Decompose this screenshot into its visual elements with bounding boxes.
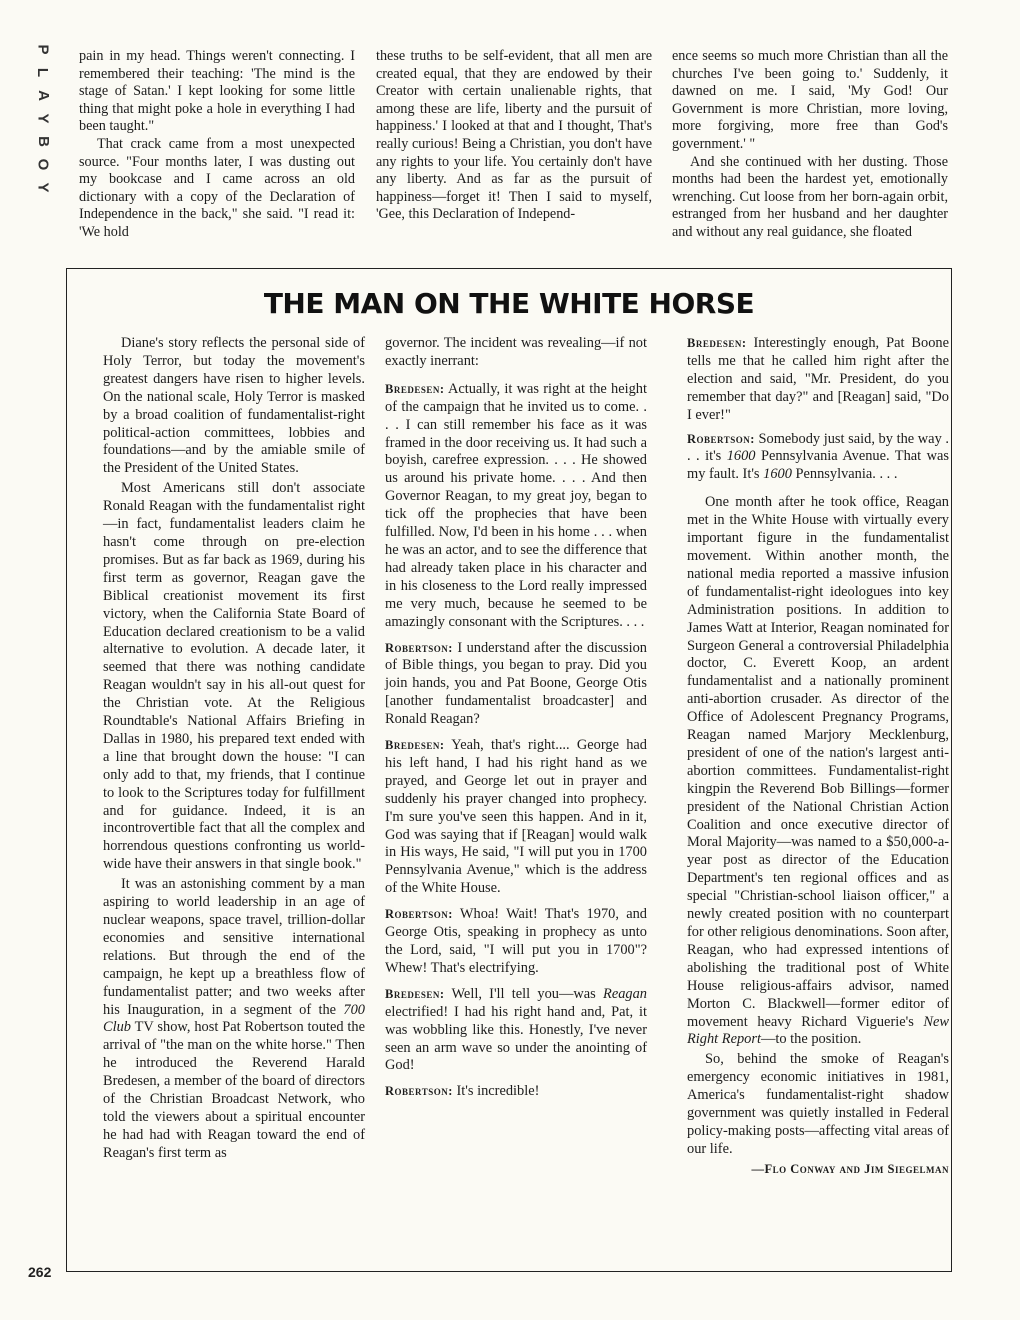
dialogue-text: Somebody just said, by the way . . . it's (687, 430, 949, 465)
sidebar-box (66, 268, 952, 1272)
dialogue (385, 737, 647, 898)
byline: —Flo Conway and Jim Siegelman (751, 1161, 949, 1176)
dialogue (385, 986, 647, 1076)
dialogue-text: I understand after the discussion of Bible things, you began to pray. Did you join hands, you and Pat Boone, George Otis [another fundamentalist broadcaster] and Ronald Reagan? (385, 639, 647, 728)
paragraph (687, 494, 949, 1049)
speaker: Bredesen: (385, 381, 445, 396)
paragraph: So, behind the smoke of Reagan's emergency economic initiatives in 1981, America's fundamentalist-right shadow government was quietly installed in Federal policy-making posts—affecting vital areas of our life. (687, 1051, 949, 1157)
dialogue-text: Actually, it was right at the height of the campaign that he invited us to come. . . . I can still remember his face as it was framed in the door receiving us. It had such a boyish, carefree expression. . . . He showed us around his private home. . . . And then Governor Reagan, to my great joy, began to tick off the prophecies that have been fulfilled. Now, I'd been in his home . . . when he was an actor, and to see the difference that had already taken place in his character and in his closeness to the Lord really impressed me very much, because he seemed to be amazingly consonant with the Scriptures. . . . (385, 380, 647, 630)
dialogue (385, 381, 647, 632)
masthead-letter: A (34, 90, 52, 101)
dialogue-text: It's incredible! (452, 1083, 540, 1100)
dialogue-emphasis: Reagan (603, 985, 647, 1002)
dialogue-text: Well, I'll tell you—was (444, 985, 604, 1002)
playboy-masthead (28, 40, 58, 197)
sidebar-column-3 (687, 335, 949, 1179)
dialogue (385, 640, 647, 730)
publication-title: New Right Report (687, 1013, 949, 1048)
speaker: Robertson: (687, 431, 755, 446)
paragraph: And she continued with her dusting. Those months had been the hardest yet, emotionally wrenching. Cut loose from her born-again orbit, estranged from her husband and her daughter and without any real guidance, she floated (672, 153, 948, 240)
article-column-3 (672, 48, 948, 242)
text-run: TV show, host Pat Robertson touted the arrival of "the man on the white horse." Then he introduced the Reverend Harald Bredesen, a member of the board of directors of the Christian Broadcast Network, who told the viewers about a spiritual encounter he had had with Reagan toward the end of Reagan's first term as (103, 1019, 365, 1161)
speaker: Robertson: (385, 640, 453, 655)
sidebar-title: THE MAN ON THE WHITE HORSE (263, 287, 755, 320)
dialogue (687, 335, 949, 425)
article-column-1 (79, 48, 355, 242)
masthead-letter: Y (34, 182, 52, 193)
page-number: 262 (28, 1264, 52, 1280)
paragraph: ence seems so much more Christian than all the churches I've been going to.' Suddenly, it dawned on me. I said, 'My God! Our Government is more Christian, more loving, more forgiving, more free than God's government.' " (672, 48, 948, 152)
dialogue-text: Whoa! Wait! That's 1970, and George Otis, speaking in prophecy as unto the Lord, said, "I will put you in 1700"? Whew! That's electrifying. (385, 906, 647, 976)
paragraph: That crack came from a most unexpected source. "Four months later, I was dusting out my bookcase and I came across an old dictionary with a copy of the Declaration of Independence in the back," she said. "I read it: 'We hold (79, 135, 355, 240)
sidebar-column-2 (385, 335, 647, 1109)
paragraph: Most Americans still don't associate Ronald Reagan with the fundamentalist right—in fact, fundamentalist leaders claim he hasn't come through on pre-election promises. But as far back as 1969, during his first term as governor, Reagan gave the Biblical creationist movement its first victory, when the California State Board of Education declared creationism to be a valid alternative to evolution. A decade later, it seemed that there was nothing candidate Reagan wouldn't say in his all-out quest for the Christian vote. At the Religious Roundtable's National Affairs Briefing in Dallas in 1980, his prepared text ended with a line that brought down the house: "I can only add to that, my friends, that I continue to look to the Scriptures today for fulfillment and for guidance. Indeed, it is an incontrovertible fact that all the complex and horrendous questions confronting us world-wide have their answers in that single book." (103, 480, 365, 873)
paragraph: these truths to be self-evident, that all men are created equal, that they are endowed by their Creator with certain unalienable rights, that among these are life, liberty and the pursuit of happiness.' I looked at that and I thought, That's really curious! Being a Christian, you don't have any rights to your life. You certainly don't have any liberty. And as far as the pursuit of happiness—forget it! Then I said to myself, 'Gee, this Declaration of Independ- (376, 48, 652, 223)
dialogue-text: Pennsylvania. . . . (791, 466, 898, 483)
speaker: Robertson: (385, 1084, 453, 1099)
dialogue (687, 431, 949, 485)
show-title: 700 Club (103, 1001, 365, 1036)
dialogue-text: Yeah, that's right.... George had his left hand, I had his right hand as we prayed, and George let out in prayer and suddenly his prayer changed into prophecy. I'm sure you've seen this happen. And in it, God was saying that if [Reagan] would walk in His ways, He said, "I will put you in 1700 Pennsylvania Avenue," which is the address of the White House. (385, 737, 647, 897)
paragraph (103, 876, 365, 1163)
text-run: It was an astonishing comment by a man aspiring to world leadership in an age of nuclear weapons, space travel, trillion-dollar economies and sensitive international relations. But through the end of the campaign, he kept up a breathless flow of fundamentalist patter; and two weeks after his Inauguration, in a segment of the (103, 876, 365, 1018)
speaker: Bredesen: (385, 986, 445, 1001)
dialogue-emphasis: 1600 (726, 448, 756, 465)
masthead-letter: Y (34, 113, 52, 124)
paragraph: Diane's story reflects the personal side of Holy Terror, but today the movement's greatest dangers have risen to higher levels. On the national scale, Holy Terror is masked by a broad coalition of fundamentalist-right political-action committees, lobbies and foundations—and by the amiable smile of the President of the United States. (103, 335, 365, 477)
masthead-letter: B (34, 136, 52, 147)
masthead-letter: L (34, 67, 52, 78)
dialogue-text: Pennsylvania Avenue. That was my fault. It's (687, 448, 949, 483)
paragraph: pain in my head. Things weren't connecting. I remembered their teaching: 'The mind is the stage of Satan.' I kept looking for some little thing that might poke a hole in everything I had been taught." (79, 48, 355, 135)
sidebar-column-1 (103, 335, 365, 1165)
paragraph: governor. The incident was revealing—if not exactly inerrant: (385, 335, 647, 369)
dialogue-text: Interestingly enough, Pat Boone tells me that he called him right after the election and said, "Mr. President, do you remember that day?" and [Reagan] said, "Do I ever!" (687, 335, 949, 423)
dialogue-text: electrified! I had his right hand and, Pat, it was wobbling like this. Honestly, I've never seen an arm wave so under the anointing of God! (385, 1003, 647, 1074)
speaker: Robertson: (385, 907, 453, 922)
text-run: —to the position. (760, 1031, 862, 1048)
masthead-letter: P (34, 44, 52, 55)
speaker: Bredesen: (687, 336, 747, 350)
article-column-2 (376, 48, 652, 224)
dialogue-emphasis: 1600 (763, 466, 792, 483)
dialogue (385, 906, 647, 978)
text-run: One month after he took office, Reagan met in the White House with virtually every important figure in the fundamentalist movement. Within another month, the national media reported a massive infusion of fundamentalist-right ideologues into key Administration positions. In addition to James Watt at Interior, Reagan nominated for Surgeon General a controversial Philadelphia doctor, C. Everett Koop, an ardent fundamentalist and a nationally prominent anti-abortion crusader. As director of the Office of Adolescent Pregnancy Programs, Reagan named Marjory Mecklenburg, president of one of the nation's largest anti-abortion committees. Fundamentalist-right kingpin the Reverend Bob Billings—former president of the National Christian Action Coalition and once executive director of Moral Majority—was named to a $50,000-a-year post as director of the Education Department's ten regional offices and as special "Christian-school liaison officer," a newly created position with no counterpart for other religious denominations. Soon after, Reagan, who had expressed intentions of abolishing the traditional post of White House religious-affairs advisor, named Morton C. Blackwell—former editor of movement heavy Richard Viguerie's (687, 494, 949, 1030)
speaker: Bredesen: (385, 738, 445, 753)
masthead-letter: O (34, 158, 52, 171)
dialogue (385, 1083, 647, 1101)
